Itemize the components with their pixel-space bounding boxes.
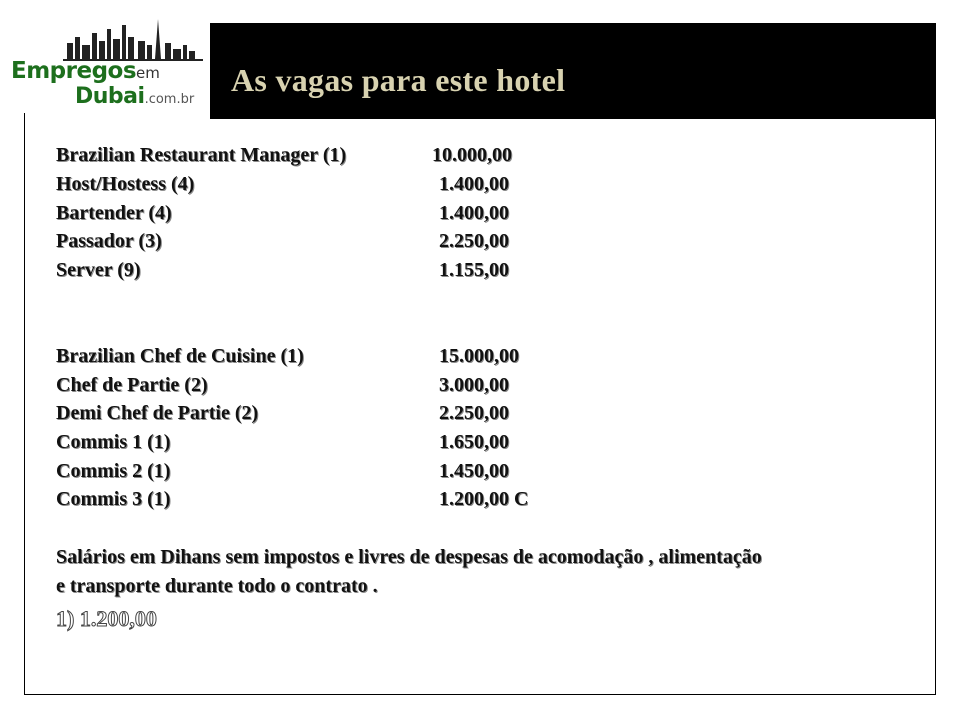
position-role: Chef de Partie (2) — [56, 374, 208, 396]
position-role: Bartender (4) — [56, 202, 172, 224]
position-salary: 3.000,00 — [439, 374, 509, 396]
position-role: Host/Hostess (4) — [56, 173, 195, 195]
position-salary: 1.400,00 — [439, 202, 509, 224]
position-salary: 2.250,00 — [439, 230, 509, 252]
slide-title: As vagas para este hotel — [231, 62, 566, 98]
position-salary: 15.000,00 — [439, 345, 519, 367]
site-logo[interactable] — [5, 15, 210, 113]
logo-text-suffix: .com.br — [144, 92, 195, 107]
position-role: Server (9) — [56, 259, 141, 281]
position-role: Demi Chef de Partie (2) — [56, 402, 259, 424]
position-salary: 10.000,00 — [432, 144, 512, 166]
salary-note-line-1: Salários em Dihans sem impostos e livres de despesas de acomodação , alimentação — [56, 546, 762, 568]
position-role: Brazilian Restaurant Manager (1) — [56, 144, 347, 166]
position-salary: 1.400,00 — [439, 173, 509, 195]
position-salary: 1.200,00 C — [439, 488, 529, 510]
logo-text-main: Empregosem — [11, 58, 160, 84]
outlined-salary-text: 1) 1.200,00 — [56, 606, 157, 631]
position-role: Commis 2 (1) — [56, 460, 171, 482]
salary-note-line-2: e transporte durante todo o contrato . — [56, 575, 378, 597]
position-role: Commis 3 (1) — [56, 488, 171, 510]
logo-text-dubai: Dubai — [75, 84, 145, 109]
position-role: Passador (3) — [56, 230, 162, 252]
logo-text-em: em — [136, 64, 160, 82]
position-role: Commis 1 (1) — [56, 431, 171, 453]
position-salary: 1.450,00 — [439, 460, 509, 482]
position-salary: 1.650,00 — [439, 431, 509, 453]
position-role: Brazilian Chef de Cuisine (1) — [56, 345, 304, 367]
logo-text-sub — [75, 84, 194, 109]
position-salary: 2.250,00 — [439, 402, 509, 424]
position-salary: 1.155,00 — [439, 259, 509, 281]
